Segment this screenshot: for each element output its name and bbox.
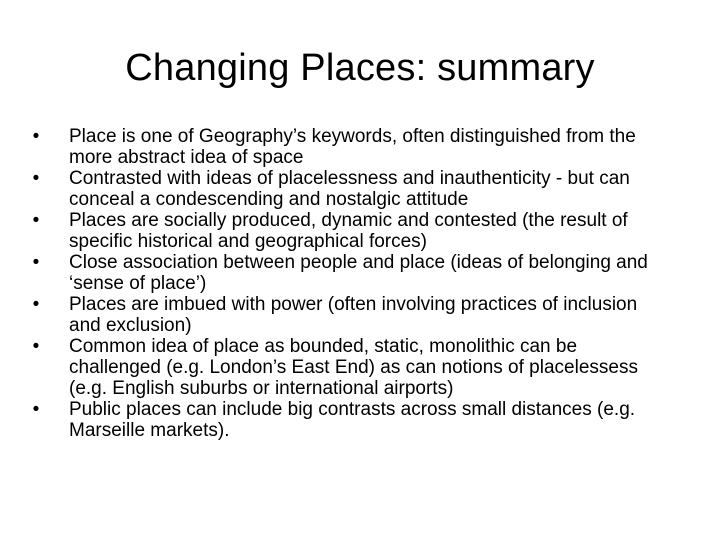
bullet-text: Place is one of Geography’s keywords, often distinguished from the more abstract idea of space: [69, 126, 636, 168]
bullet-text: Places are imbued with power (often involving practices of inclusion and exclusion): [69, 294, 638, 336]
bullet-icon: •: [32, 399, 40, 420]
bullet-item: [24, 399, 674, 441]
slide-title: Changing Places: summary: [125, 47, 595, 89]
bullet-icon: •: [32, 126, 40, 147]
bullet-item: [24, 126, 674, 168]
bullet-text: Contrasted with ideas of placelessness and inauthenticity - but can conceal a condescending and nostalgic attitude: [69, 168, 630, 210]
bullet-item: [24, 252, 674, 294]
bullet-icon: •: [32, 210, 40, 231]
bullet-icon: •: [32, 252, 40, 273]
bullet-item: [24, 168, 674, 210]
bullet-icon: •: [32, 294, 40, 315]
bullet-text: Places are socially produced, dynamic and contested (the result of specific historical and geographical forces): [69, 210, 628, 252]
bullet-text: Close association between people and place (ideas of belonging and ‘sense of place’): [69, 252, 648, 294]
bullet-icon: •: [32, 336, 40, 357]
bullet-list: [24, 126, 674, 441]
bullet-text: Public places can include big contrasts across small distances (e.g. Marseille markets).: [69, 399, 636, 441]
bullet-text: Common idea of place as bounded, static, monolithic can be challenged (e.g. London’s East End) as can notions of placelessess (e.g. English suburbs or international airports): [69, 336, 638, 399]
bullet-item: [24, 210, 674, 252]
bullet-icon: •: [32, 168, 40, 189]
bullet-item: [24, 336, 674, 399]
bullet-item: [24, 294, 674, 336]
